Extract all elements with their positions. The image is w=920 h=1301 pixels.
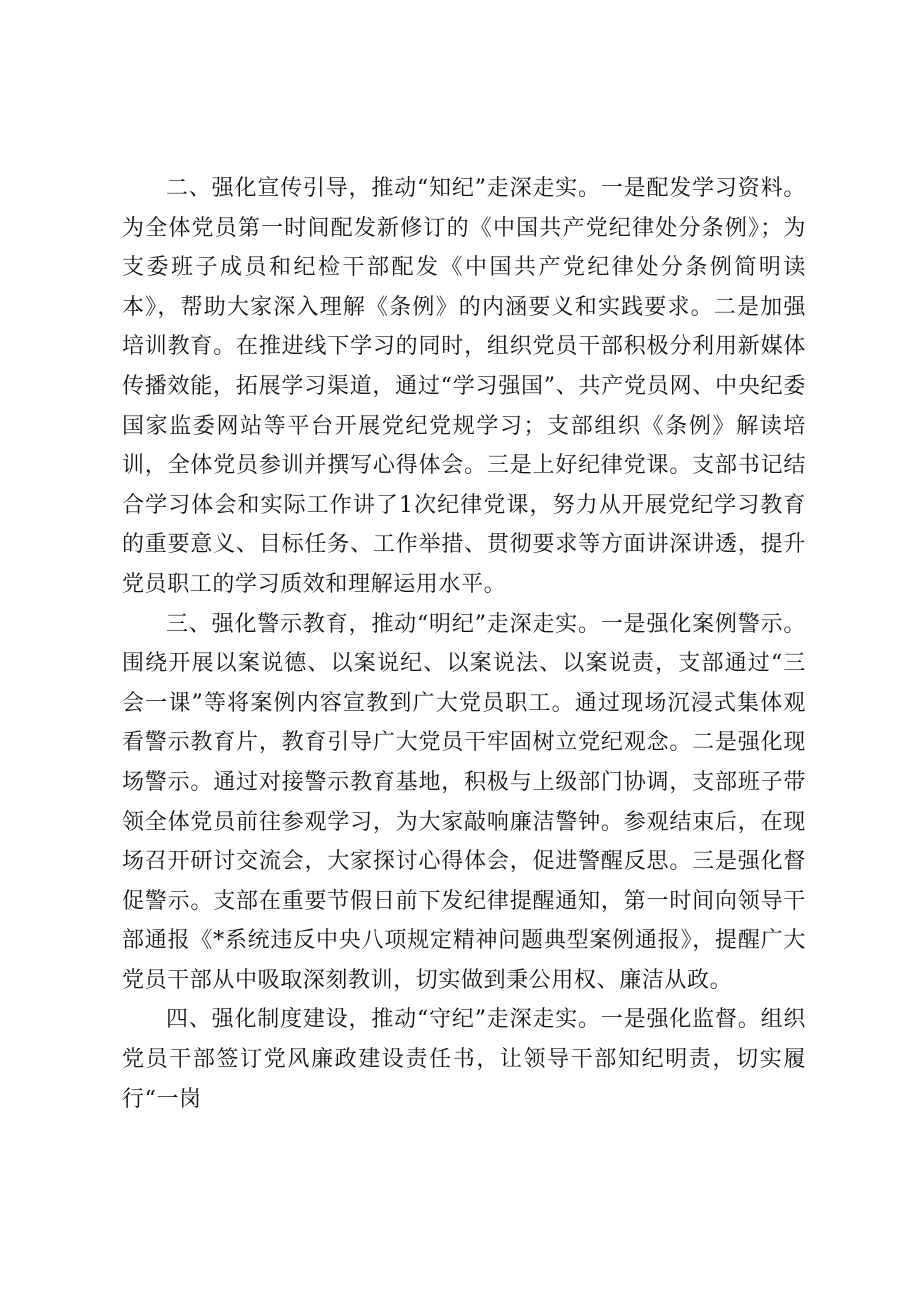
paragraph-warning-education: 三、强化警示教育，推动“明纪”走深走实。一是强化案例警示。围绕开展以案说德、以案说纪、以案说法、以案说责，支部通过“三会一课”等将案例内容宣教到广大党员职工。通过现场沉浸式集体观看警示教育片，教育引导广大党员干牢固树立党纪观念。二是强化现场警示。通过对接警示教育基地，积极与上级部门协调，支部班子带领全体党员前往参观学习，为大家敲响廉洁警钟。参观结束后，在现场召开研讨交流会，大家探讨心得体会，促进警醒反思。三是强化督促警示。支部在重要节假日前下发纪律提醒通知，第一时间向领导干部通报《*系统违反中央八项规定精神问题典型案例通报》，提醒广大党员干部从中吸取深刻教训，切实做到秉公用权、廉洁从政。 <box>122 611 806 993</box>
paragraph-system-building: 四、强化制度建设，推动“守纪”走深走实。一是强化监督。组织党员干部签订党风廉政建设责任书，让领导干部知纪明责，切实履行“一岗 <box>122 1007 806 1112</box>
paragraph-publicity: 二、强化宣传引导，推动“知纪”走深走实。一是配发学习资料。为全体党员第一时间配发新修订的《中国共产党纪律处分条例》；为支委班子成员和纪检干部配发《中国共产党纪律处分条例简明读本》，帮助大家深入理解《条例》的内涵要义和实践要求。二是加强培训教育。在推进线下学习的同时，组织党员干部积极分利用新媒体传播效能，拓展学习渠道，通过“学习强国”、共产党员网、中央纪委国家监委网站等平台开展党纪党规学习；支部组织《条例》解读培训，全体党员参训并撰写心得体会。三是上好纪律党课。支部书记结合学习体会和实际工作讲了1次纪律党课，努力从开展党纪学习教育的重要意义、目标任务、工作举措、贯彻要求等方面讲深讲透，提升党员职工的学习质效和理解运用水平。 <box>122 176 806 597</box>
document-body <box>122 169 806 1119</box>
